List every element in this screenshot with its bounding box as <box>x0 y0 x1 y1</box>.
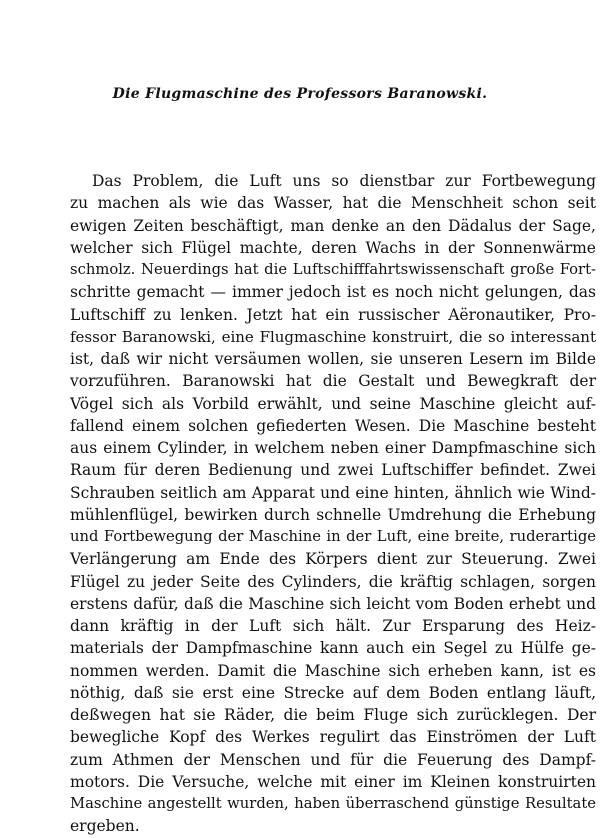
article-body <box>70 170 596 838</box>
text-line: nöthig, daß sie erst eine Strecke auf dem Boden entlang läuft, <box>70 683 596 702</box>
text-line: ergeben. <box>70 817 140 836</box>
text-line: schmolz. Neuerdings hat die Luftschifffahrtswissenschaft große Fort- <box>70 261 596 278</box>
text-line: fessor Baranowski, eine Flugmaschine konstruirt, die so interessant <box>70 327 596 346</box>
text-line: motors. Die Versuche, welche mit einer im Kleinen konstruirten <box>70 772 596 791</box>
text-line: Das Problem, die Luft uns so dienstbar zur Fortbewegung <box>92 172 596 190</box>
text-line: dann kräftig in der Luft sich hält. Zur Ersparung des Heiz- <box>70 617 596 635</box>
text-line: welcher sich Flügel machte, deren Wachs in der Sonnenwärme <box>70 238 596 257</box>
text-line: zu machen als wie das Wasser, hat die Menschheit schon seit <box>70 194 596 213</box>
article-title: Die Flugmaschine des Professors Baranowski. <box>112 86 488 102</box>
text-line: deßwegen hat sie Räder, die beim Fluge sich zurücklegen. Der <box>70 706 596 724</box>
text-line: Raum für deren Bedienung und zwei Luftschiffer befindet. Zwei <box>70 461 596 480</box>
text-line: ist, daß wir nicht versäumen wollen, sie unseren Lesern im Bilde <box>70 350 596 368</box>
text-line: Vögel sich als Vorbild erwählt, und seine Maschine gleicht auf- <box>70 394 596 413</box>
text-line: erstens dafür, daß die Maschine sich leicht vom Boden erhebt und <box>70 594 596 613</box>
text-line: materials der Dampfmaschine kann auch ein Segel zu Hülfe ge- <box>70 639 596 658</box>
text-line: und Fortbewegung der Maschine in der Luft, eine breite, ruderartige <box>70 528 596 545</box>
text-line: aus einem Cylinder, in welchem neben einer Dampfmaschine sich <box>70 439 596 457</box>
text-line: Flügel zu jeder Seite des Cylinders, die kräftig schlagen, sorgen <box>70 572 596 591</box>
text-line: nommen werden. Damit die Maschine sich erheben kann, ist es <box>70 661 596 680</box>
text-line: fallend einem solchen gefiederten Wesen. Die Maschine besteht <box>70 416 596 435</box>
text-line: vorzuführen. Baranowski hat die Gestalt und Bewegkraft der <box>70 372 596 391</box>
text-line: zum Athmen der Menschen und für die Feuerung des Dampf- <box>70 750 596 769</box>
text-line: Verlängerung am Ende des Körpers dient zur Steuerung. Zwei <box>70 550 596 569</box>
text-line: schritte gemacht — immer jedoch ist es noch nicht gelungen, das <box>70 283 596 302</box>
text-line: Schrauben seitlich am Apparat und eine hinten, ähnlich wie Wind- <box>70 483 596 502</box>
text-line: bewegliche Kopf des Werkes regulirt das Einströmen der Luft <box>70 728 596 747</box>
text-line: ewigen Zeiten beschäftigt, man denke an den Dädalus der Sage, <box>70 216 596 235</box>
text-line: Maschine angestellt wurden, haben überraschend günstige Resultate <box>70 795 596 812</box>
text-line: mühlenflügel, bewirken durch schnelle Umdrehung die Erhebung <box>70 505 596 524</box>
text-line: Luftschiff zu lenken. Jetzt hat ein russischer Aëronautiker, Pro- <box>70 305 596 324</box>
